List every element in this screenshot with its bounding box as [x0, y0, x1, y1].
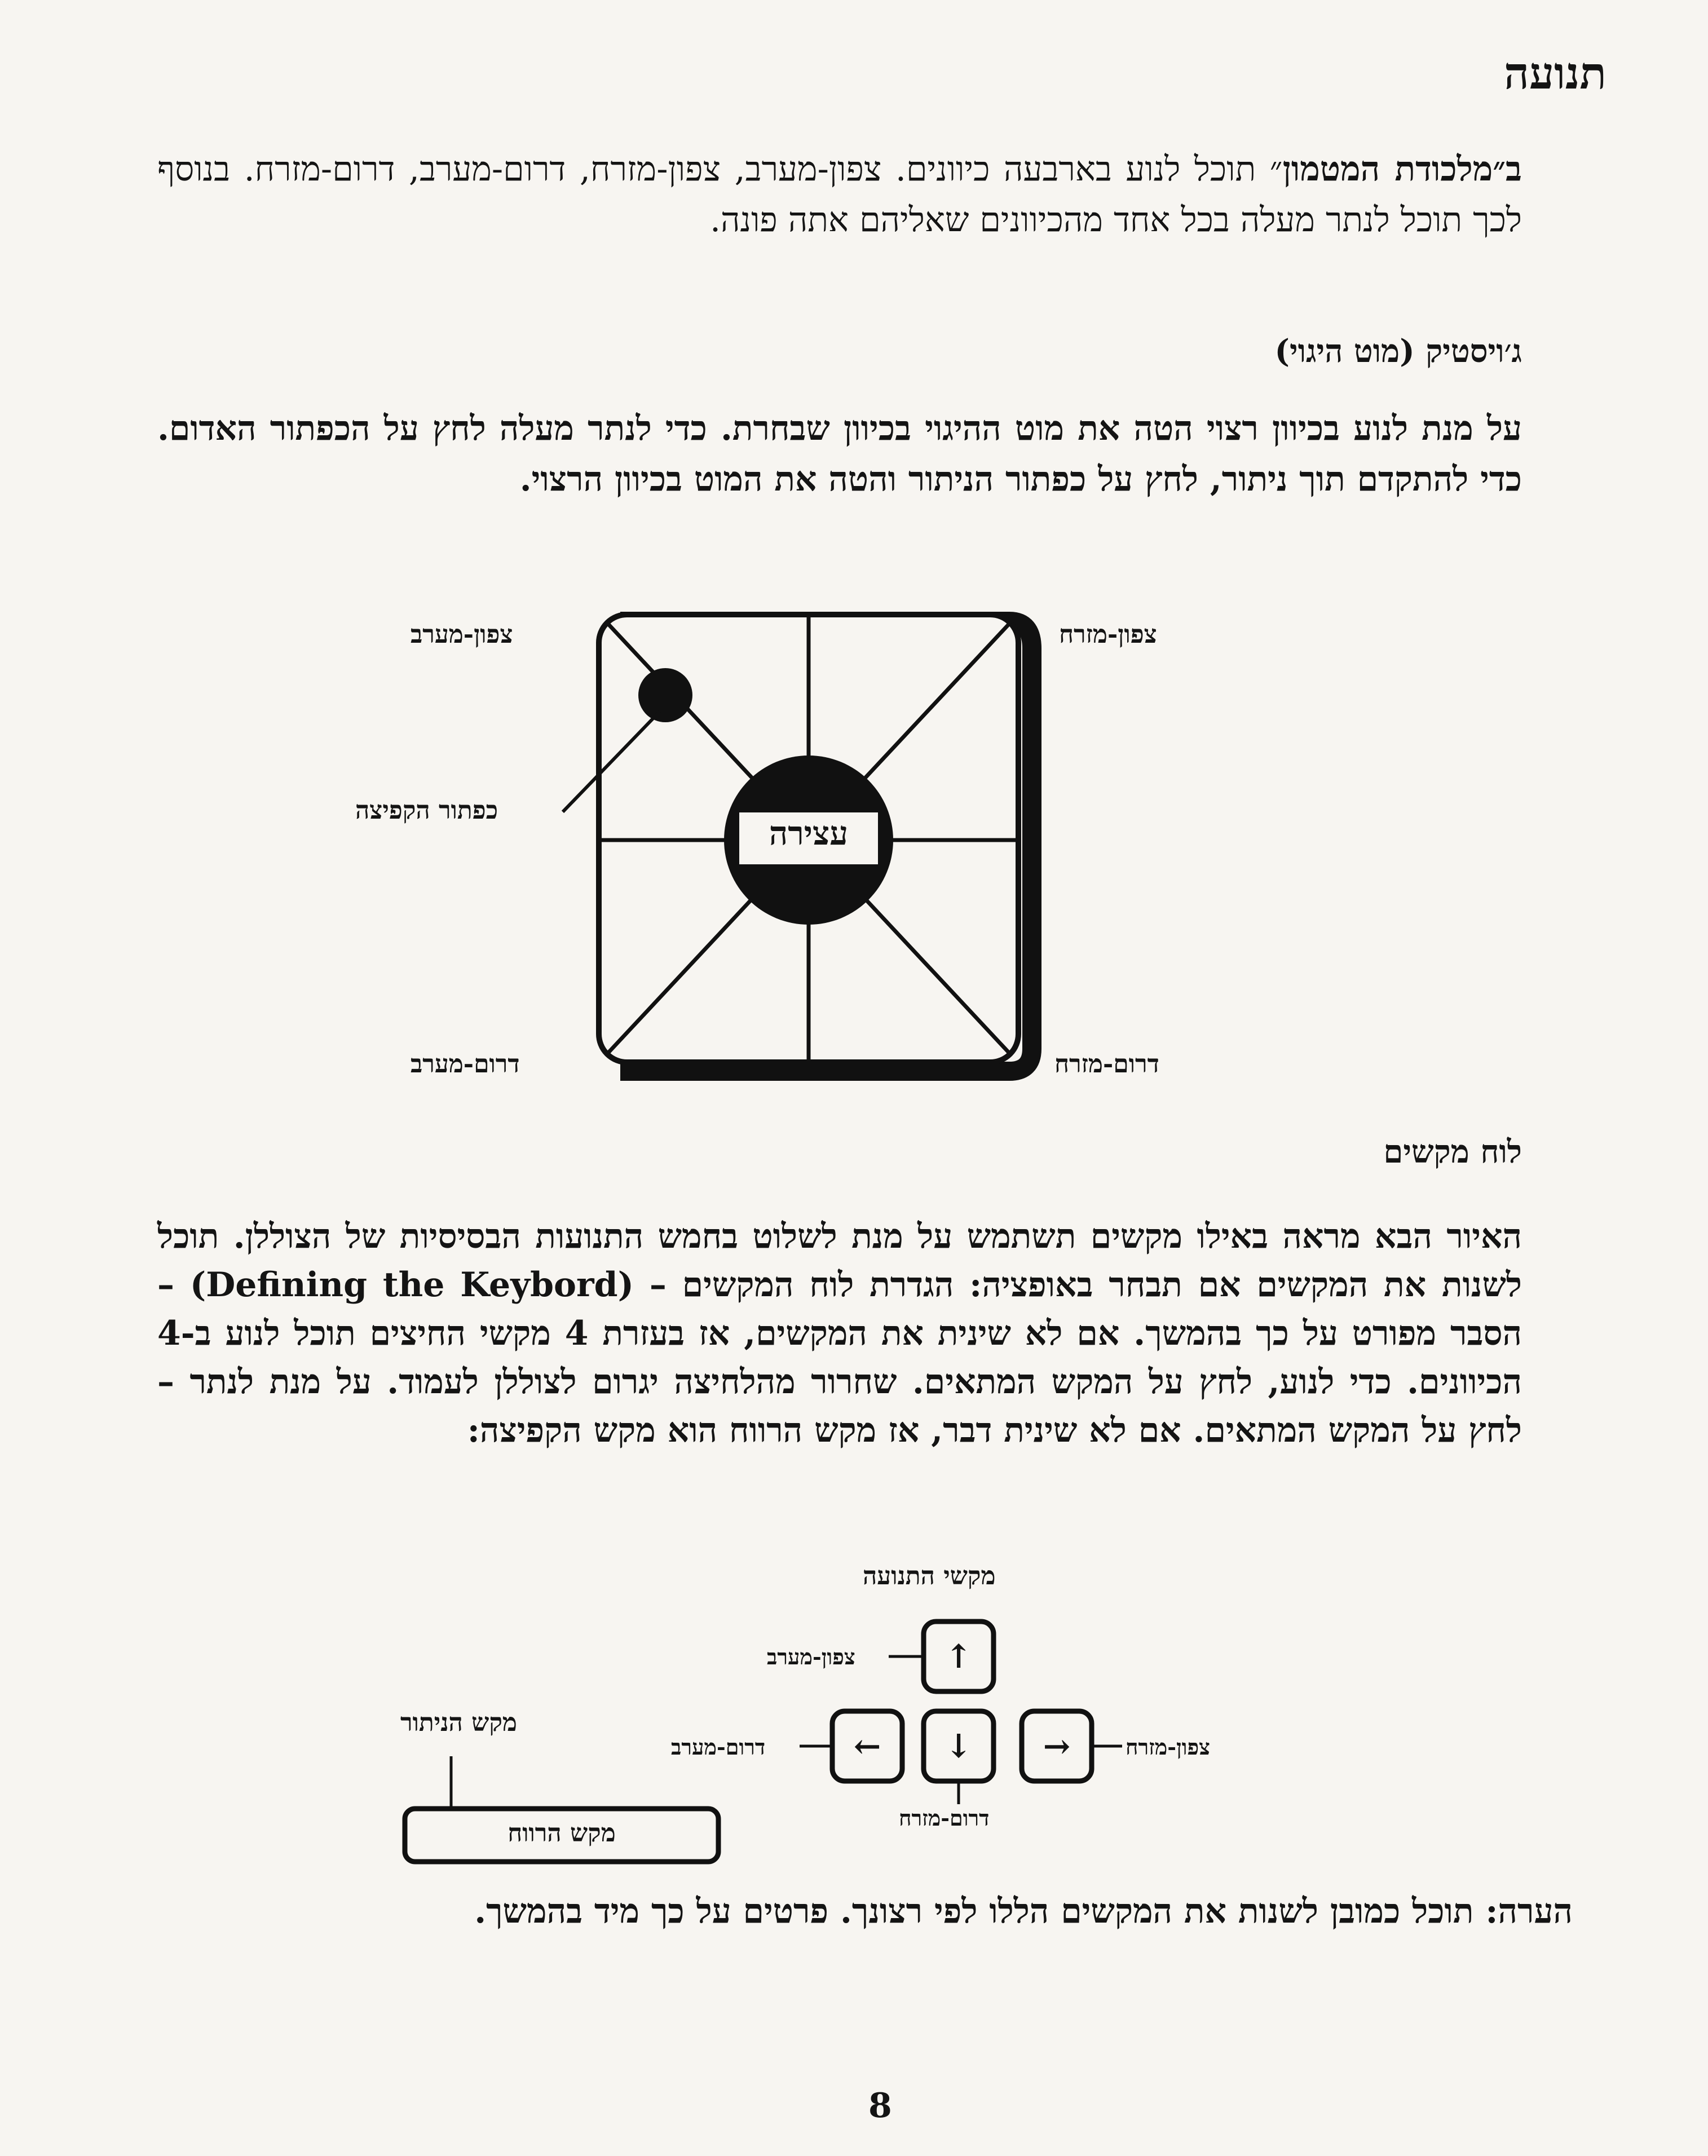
label-southwest: דרום-מערב [411, 1050, 520, 1079]
intro-text: ״ תוכל לנוע בארבעה כיוונים. צפון-מערב, צפון-מזרח, דרום-מערב, דרום-מזרח. בנוסף לכך תוכל לנתר מעלה בכל אחד מהכיוונים שאליהם אתה פונה. [157, 149, 1522, 240]
arrow-left-key: ← [853, 1727, 881, 1765]
jump-key-label: מקש הניתור [400, 1708, 517, 1737]
movement-keys-label: מקשי התנועה [863, 1562, 996, 1591]
label-northwest: צפון-מערב [411, 620, 513, 649]
keyboard-heading: לוח מקשים [1383, 1133, 1522, 1170]
label-southeast: דרום-מזרח [1054, 1050, 1159, 1079]
keyboard-paragraph: האיור הבא מראה באילו מקשים תשתמש על מנת לשלוט בחמש התנועות הבסיסיות של הצוללן. תוכל לשנות את המקשים אם תבחר באופציה: הגדרת לוח המקשים – (Defining the Keybord) – הסבר מפורט על כך בהמשך. אם לא שינית את המקשים, אז בעזרת 4 מקשי החיצים תוכל לנוע ב-4 הכיוונים. כדי לנוע, לחץ על המקש המתאים. שחרור מהלחיצה יגרום לצוללן לעמוד. על מנת לנתר – לחץ על המקש המתאים. אם לא שינית דבר, אז מקש הרווח הוא מקש הקפיצה: [157, 1217, 1522, 1450]
arrow-right-key: → [1043, 1727, 1071, 1765]
space-key-label: מקש הרווח [507, 1819, 616, 1848]
label-northeast: צפון-מזרח [1059, 620, 1157, 649]
left-key-direction: דרום-מערב [671, 1734, 766, 1760]
down-key-direction: דרום-מזרח [899, 1805, 990, 1831]
right-key-direction: צפון-מזרח [1126, 1734, 1211, 1760]
page-number: 8 [868, 2086, 892, 2126]
page-title: תנועה [1504, 48, 1607, 99]
arrow-up-key: ↑ [945, 1637, 973, 1676]
intro-lead: ב״ [1493, 149, 1522, 189]
joystick-heading: ג׳ויסטיק (מוט היגוי) [1274, 333, 1522, 370]
stop-label: עצירה [769, 814, 849, 852]
game-name: מלכודת המטמון [1282, 149, 1493, 189]
up-key-direction: צפון-מערב [767, 1644, 855, 1669]
note: הערה: תוכל כמובן לשנות את המקשים הללו לפי רצונך. פרטים על כך מיד בהמשך. [474, 1892, 1573, 1931]
joystick-paragraph: על מנת לנוע בכיוון רצוי הטה את מוט ההיגוי בכיוון שבחרת. כדי לנתר מעלה לחץ על הכפתור האדום. כדי להתקדם תוך ניתור, לחץ על כפתור הניתור והטה את המוט בכיוון הרצוי. [157, 409, 1522, 499]
label-jump-button: כפתור הקפיצה [355, 796, 498, 825]
arrow-down-key: ↓ [945, 1727, 973, 1765]
